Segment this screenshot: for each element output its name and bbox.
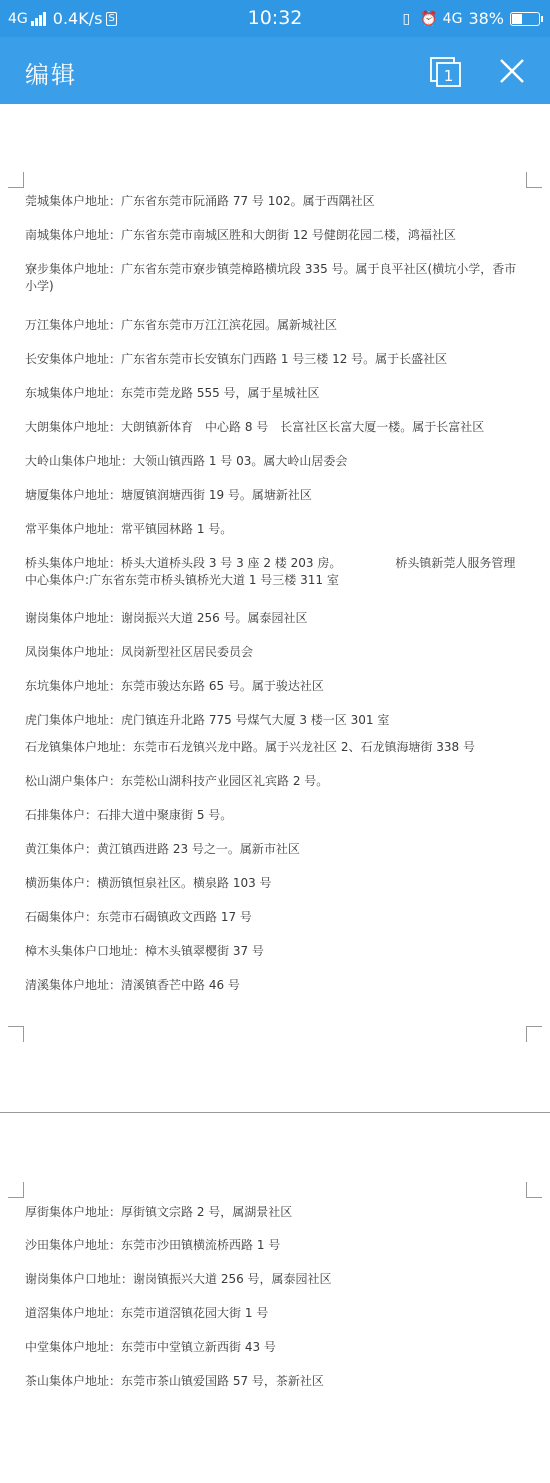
doc-line: 长安集体户地址：广东省东莞市长安镇东门西路 1 号三楼 12 号。属于长盛社区 <box>25 352 448 366</box>
doc-line: 寮步集体户地址：广东省东莞市寮步镇莞樟路横坑段 335 号。属于良平社区(横坑小学，香市小学) <box>25 262 517 293</box>
page-corner-mark <box>526 172 542 188</box>
doc-line: 万江集体户地址：广东省东莞市万江江滨花园。属新城社区 <box>25 318 338 332</box>
page-corner-mark <box>8 172 24 188</box>
doc-line: 常平集体户地址：常平镇园林路 1 号。 <box>25 522 233 536</box>
doc-line: 大岭山集体户地址：大领山镇西路 1 号 03。属大岭山居委会 <box>25 454 348 468</box>
network-type-right: 4G <box>442 10 463 27</box>
s-badge-icon: S <box>108 12 115 24</box>
battery-icon <box>510 12 540 26</box>
doc-line: 石排集体户：石排大道中聚康街 5 号。 <box>25 808 233 822</box>
page-title: 编辑 <box>25 61 77 89</box>
network-speed: 0.4K/s <box>52 9 103 28</box>
doc-line: 中堂集体户地址：东莞市中堂镇立新西街 43 号 <box>25 1340 276 1354</box>
doc-line: 凤岗集体户地址：凤岗新型社区居民委员会 <box>25 645 254 659</box>
doc-line: 道滘集体户地址：东莞市道滘镇花园大街 1 号 <box>25 1306 269 1320</box>
doc-line: 南城集体户地址：广东省东莞市南城区胜和大朗街 12 号健朗花园二楼，鸿福社区 <box>25 228 456 242</box>
doc-line: 谢岗集体户口地址：谢岗镇振兴大道 256 号，属泰园社区 <box>25 1272 332 1286</box>
doc-line: 大朗集体户地址：大朗镇新体育 中心路 8 号 长富社区长富大厦一楼。属于长富社区 <box>25 420 485 434</box>
page-copy-icon[interactable] <box>430 57 462 87</box>
vibrate-icon: ▯ <box>402 10 411 27</box>
doc-line: 石龙镇集体户地址：东莞市石龙镇兴龙中路。属于兴龙社区 2、石龙镇海塘街 338 号 <box>25 740 475 754</box>
doc-line: 厚街集体户地址：厚街镇文宗路 2 号，属湖景社区 <box>25 1205 293 1219</box>
doc-line: 虎门集体户地址：虎门镇连升北路 775 号煤气大厦 3 楼一区 301 室 <box>25 713 390 727</box>
page-count: 1 <box>443 67 454 85</box>
page-corner-mark <box>8 1182 24 1198</box>
doc-line: 东坑集体户地址：东莞市骏达东路 65 号。属于骏达社区 <box>25 679 324 693</box>
page-corner-mark <box>526 1026 542 1042</box>
close-icon[interactable] <box>496 55 528 87</box>
status-time: 10:32 <box>247 7 303 29</box>
app-bar <box>0 37 550 104</box>
network-type: 4G <box>8 10 28 27</box>
doc-line: 茶山集体户地址：东莞市茶山镇爱国路 57 号，茶新社区 <box>25 1374 324 1388</box>
doc-line: 东城集体户地址：东莞市莞龙路 555 号，属于星城社区 <box>25 386 320 400</box>
status-right <box>398 9 540 28</box>
doc-line: 谢岗集体户地址：谢岗振兴大道 256 号。属泰园社区 <box>25 611 308 625</box>
doc-line: 莞城集体户地址：广东省东莞市阮涌路 77 号 102。属于西隅社区 <box>25 194 375 208</box>
doc-line: 清溪集体户地址：清溪镇香芒中路 46 号 <box>25 978 240 992</box>
page-corner-mark <box>526 1182 542 1198</box>
page-corner-mark <box>8 1026 24 1042</box>
battery-percent: 38% <box>468 9 504 28</box>
doc-line: 桥头集体户地址：桥头大道桥头段 3 号 3 座 2 楼 203 房。 桥头镇新莞人服务管理中心集体户:广东省东莞市桥头镇桥光大道 1 号三楼 311 室 <box>25 556 516 587</box>
battery-fill <box>512 14 522 24</box>
doc-line: 樟木头集体户口地址：樟木头镇翠樱街 37 号 <box>25 944 264 958</box>
doc-line: 沙田集体户地址：东莞市沙田镇横流桥西路 1 号 <box>25 1238 281 1252</box>
doc-line: 松山湖户集体户：东莞松山湖科技产业园区礼宾路 2 号。 <box>25 774 329 788</box>
doc-line: 塘厦集体户地址：塘厦镇润塘西街 19 号。属塘新社区 <box>25 488 312 502</box>
doc-line: 横沥集体户：横沥镇恒泉社区。横泉路 103 号 <box>25 876 272 890</box>
doc-line: 黄江集体户：黄江镇西进路 23 号之一。属新市社区 <box>25 842 300 856</box>
doc-line: 石碣集体户：东莞市石碣镇政文西路 17 号 <box>25 910 252 924</box>
status-bar <box>0 0 550 37</box>
alarm-icon: ⏰ <box>420 10 438 27</box>
page-divider <box>0 1112 550 1113</box>
